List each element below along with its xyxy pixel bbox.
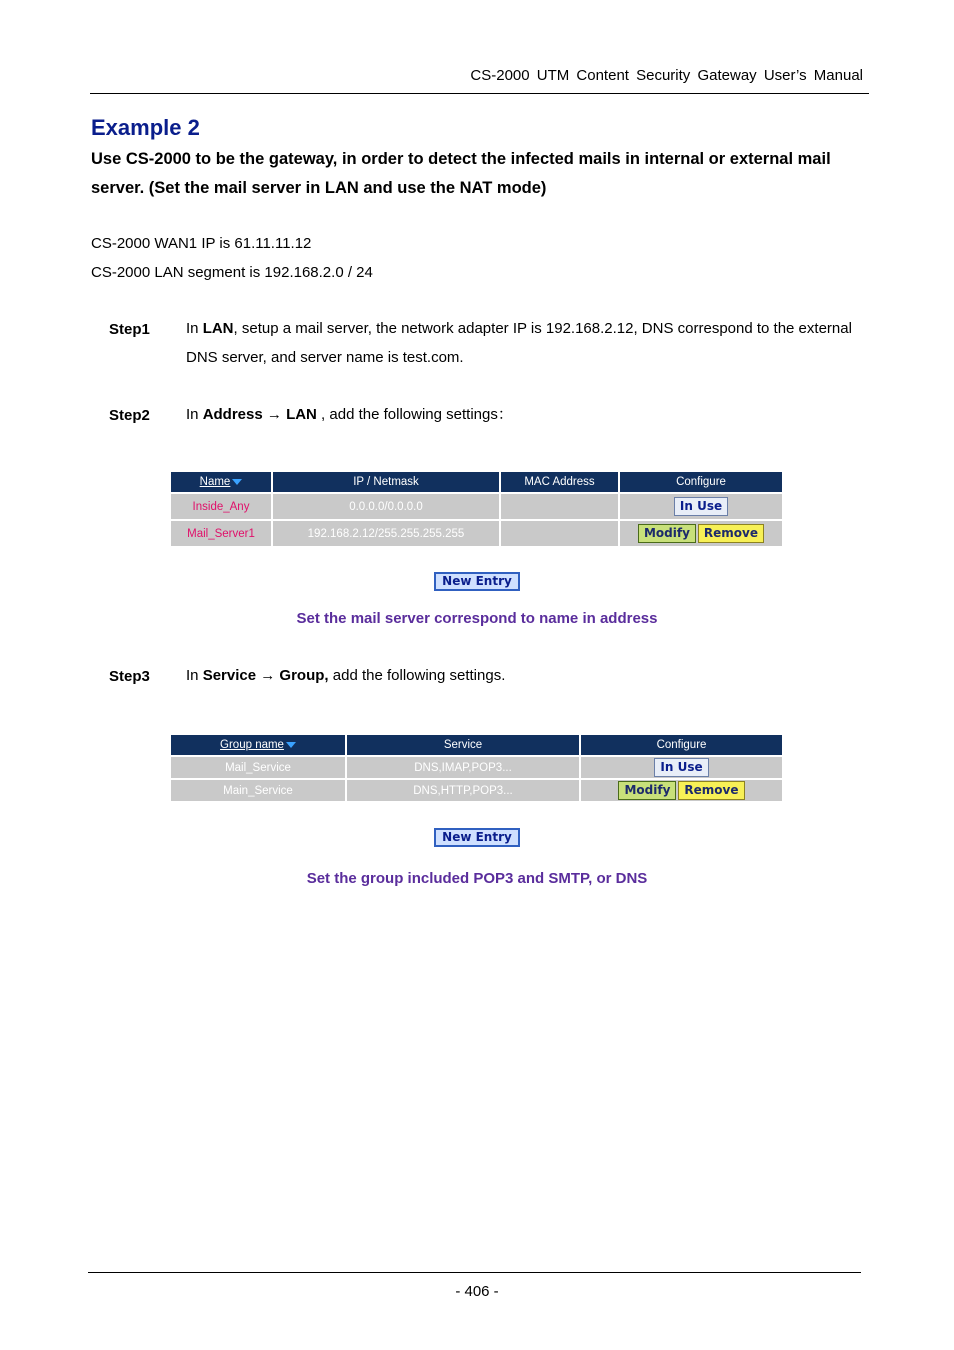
- address-new-entry-wrap: [0, 572, 954, 591]
- mac-cell: [501, 494, 618, 519]
- group-name-sort-link[interactable]: Group name: [220, 739, 284, 751]
- step2-label: Step2: [109, 407, 150, 424]
- step2-rest: , add the following settings：: [316, 406, 513, 423]
- remove-button[interactable]: Remove: [698, 524, 764, 543]
- step1-text: [186, 314, 856, 372]
- step3-label: Step3: [109, 668, 150, 685]
- lan-segment-line: CS-2000 LAN segment is 192.168.2.0 / 24: [91, 264, 373, 281]
- configure-cell: [581, 780, 782, 801]
- configure-cell: [620, 521, 782, 546]
- in-use-button[interactable]: In Use: [654, 758, 708, 777]
- service-cell: DNS,IMAP,POP3...: [347, 757, 579, 778]
- col-ip-netmask: IP / Netmask: [273, 472, 499, 492]
- group-caption: Set the group included POP3 and SMTP, or DNS: [306, 870, 648, 887]
- table-row: [171, 521, 782, 546]
- step3-group: Group,: [279, 667, 329, 684]
- configure-cell: [581, 757, 782, 778]
- step1-lan: LAN: [202, 320, 234, 337]
- configure-cell: [620, 494, 782, 519]
- modify-button[interactable]: Modify: [638, 524, 696, 543]
- col-group-name[interactable]: [171, 735, 345, 755]
- new-entry-button[interactable]: New Entry: [434, 828, 520, 847]
- service-cell: DNS,HTTP,POP3...: [347, 780, 579, 801]
- remove-button[interactable]: Remove: [678, 781, 744, 800]
- section-title: Example 2: [91, 115, 200, 140]
- step2-lan: LAN: [286, 406, 317, 423]
- name-sort-link[interactable]: Name: [199, 476, 231, 488]
- wan-ip-line: CS-2000 WAN1 IP is 61.11.11.12: [91, 235, 312, 252]
- col-configure: Configure: [581, 735, 782, 755]
- step2-address: Address: [202, 406, 263, 423]
- step3-service: Service: [202, 667, 257, 684]
- page-number: - 406 -: [455, 1283, 499, 1300]
- step2-text: [186, 400, 856, 429]
- step3-prefix: In: [186, 667, 203, 684]
- col-name[interactable]: [171, 472, 271, 492]
- arrow-icon: →: [260, 667, 276, 684]
- table-row: [171, 757, 782, 778]
- group-name-cell: Main_Service: [171, 780, 345, 801]
- header-divider: [90, 93, 869, 94]
- address-table: [169, 470, 784, 548]
- address-name-cell: Inside_Any: [171, 494, 271, 519]
- manual-header: CS-2000 UTM Content Security Gateway User’s Manual: [470, 67, 863, 84]
- step3-rest: add the following settings.: [328, 667, 506, 684]
- arrow-icon: →: [266, 406, 282, 423]
- step1-label: Step1: [109, 321, 150, 338]
- group-new-entry-wrap: [0, 828, 954, 847]
- table-row: [171, 780, 782, 801]
- section-subtitle: Use CS-2000 to be the gateway, in order to detect the infected mails in internal or external mail server. (Set the mail server in LAN and use the NAT mode): [91, 150, 831, 197]
- footer-divider: [88, 1272, 861, 1273]
- new-entry-button[interactable]: New Entry: [434, 572, 520, 591]
- col-service: Service: [347, 735, 579, 755]
- ip-netmask-cell: 192.168.2.12/255.255.255.255: [273, 521, 499, 546]
- sort-down-icon[interactable]: [286, 742, 296, 748]
- modify-button[interactable]: Modify: [618, 781, 676, 800]
- address-name-cell: Mail_Server1: [171, 521, 271, 546]
- step2-prefix: In: [186, 406, 203, 423]
- table-row: [171, 494, 782, 519]
- group-name-cell: Mail_Service: [171, 757, 345, 778]
- ip-netmask-cell: 0.0.0.0/0.0.0.0: [273, 494, 499, 519]
- step1-rest: , setup a mail server, the network adapter IP is 192.168.2.12, DNS correspond to the external DNS server, and server name is test.com.: [186, 320, 852, 366]
- group-table: [169, 733, 784, 803]
- step1-prefix: In: [186, 320, 203, 337]
- col-mac-address: MAC Address: [501, 472, 618, 492]
- mac-cell: [501, 521, 618, 546]
- col-configure: Configure: [620, 472, 782, 492]
- in-use-button[interactable]: In Use: [674, 497, 728, 516]
- sort-down-icon[interactable]: [232, 479, 242, 485]
- step3-text: [186, 661, 856, 690]
- address-caption: Set the mail server correspond to name in address: [296, 610, 658, 627]
